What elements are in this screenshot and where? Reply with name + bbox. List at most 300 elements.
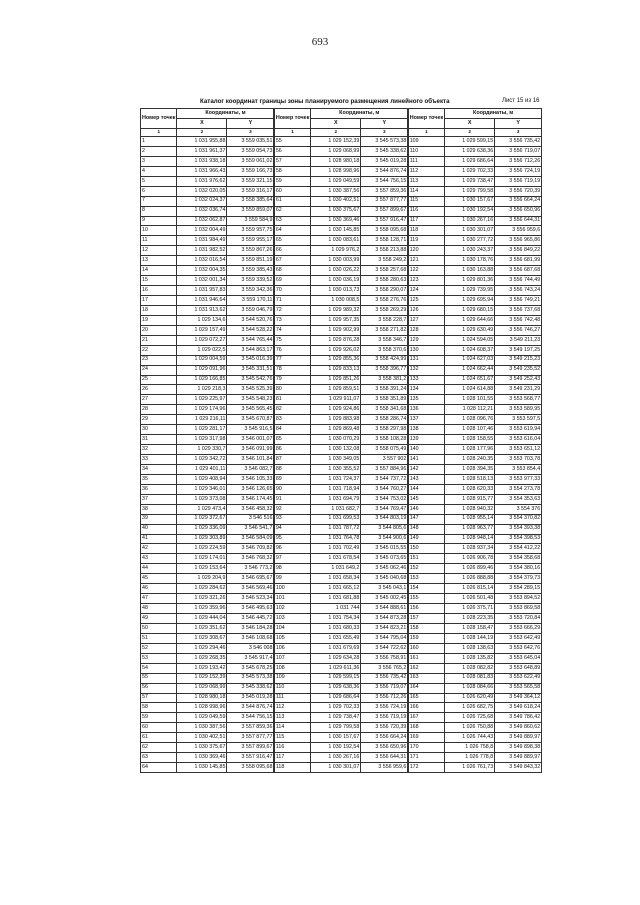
table-row <box>141 375 274 385</box>
table-row <box>141 663 274 673</box>
point-number: 86 <box>274 445 310 455</box>
x-coordinate: 1 028 177,96 <box>445 445 495 455</box>
point-number: 172 <box>408 763 444 773</box>
y-coordinate: 3 545 573,38 <box>361 137 408 147</box>
y-coordinate: 3 558 424,99 <box>361 355 408 365</box>
point-number: 142 <box>408 464 444 474</box>
point-number: 112 <box>408 166 444 176</box>
x-coordinate: 1 030 267,16 <box>311 753 361 763</box>
point-number: 115 <box>274 733 310 743</box>
table-row <box>141 464 274 474</box>
x-coordinate: 1 029 801,36 <box>445 276 495 286</box>
point-number: 54 <box>141 663 177 673</box>
point-number: 81 <box>274 395 310 405</box>
point-number: 137 <box>408 415 444 425</box>
point-number: 3 <box>141 156 177 166</box>
table-row <box>408 335 541 345</box>
y-coordinate: 3 554 370,82 <box>495 514 542 524</box>
column-number: 1 <box>274 129 310 137</box>
y-coordinate: 3 546 768,32 <box>227 554 274 564</box>
table-row <box>141 196 274 206</box>
y-coordinate: 3 549 197,25 <box>495 345 542 355</box>
point-number: 72 <box>274 305 310 315</box>
point-number: 102 <box>274 604 310 614</box>
y-coordinate: 3 546 584,09 <box>227 534 274 544</box>
y-coordinate: 3 544 803,19 <box>361 514 408 524</box>
y-coordinate: 3 549 898,38 <box>495 743 542 753</box>
point-number: 152 <box>408 564 444 574</box>
x-coordinate: 1 024 627,03 <box>445 355 495 365</box>
x-coordinate: 1 032 004,35 <box>177 266 227 276</box>
point-number: 108 <box>274 663 310 673</box>
table-row <box>408 146 541 156</box>
table-row <box>141 633 274 643</box>
x-coordinate: 1 024 662,44 <box>445 365 495 375</box>
y-coordinate: 3 556 965,86 <box>495 236 542 246</box>
table-row <box>141 296 274 306</box>
table-row <box>141 365 274 375</box>
x-header: X <box>445 119 495 129</box>
table-row <box>274 236 407 246</box>
point-number: 140 <box>408 445 444 455</box>
point-number: 71 <box>274 296 310 306</box>
x-coordinate: 1 024 651,67 <box>445 375 495 385</box>
y-coordinate: 3 545 002,45 <box>361 594 408 604</box>
point-number: 63 <box>274 216 310 226</box>
table-row <box>141 534 274 544</box>
table-row <box>408 464 541 474</box>
y-coordinate: 3 545 565,45 <box>227 405 274 415</box>
table-row <box>141 395 274 405</box>
point-number: 76 <box>274 345 310 355</box>
number-header: Номер точек <box>274 109 310 129</box>
point-number: 61 <box>274 196 310 206</box>
table-row <box>274 425 407 435</box>
y-coordinate: 3 544 722,62 <box>361 643 408 653</box>
table-row <box>141 554 274 564</box>
point-number: 21 <box>141 335 177 345</box>
table-row <box>408 266 541 276</box>
y-coordinate: 3 554 273,78 <box>495 484 542 494</box>
point-number: 52 <box>141 643 177 653</box>
point-number: 92 <box>274 504 310 514</box>
table-row <box>408 753 541 763</box>
point-number: 128 <box>408 325 444 335</box>
y-coordinate: 3 559 321,15 <box>227 176 274 186</box>
x-coordinate: 1 030 301,07 <box>311 763 361 773</box>
x-coordinate: 1 029 611,36 <box>311 663 361 673</box>
y-coordinate: 3 556 650,96 <box>361 743 408 753</box>
x-coordinate: 1 029 174,01 <box>177 554 227 564</box>
point-number: 34 <box>141 464 177 474</box>
table-row <box>408 743 541 753</box>
y-coordinate: 3 544 873,28 <box>361 614 408 624</box>
table-row <box>274 137 407 147</box>
point-number: 36 <box>141 484 177 494</box>
x-coordinate: 1 029 351,62 <box>177 623 227 633</box>
point-number: 28 <box>141 405 177 415</box>
point-number: 136 <box>408 405 444 415</box>
y-coordinate: 3 544 900,6 <box>361 534 408 544</box>
x-coordinate: 1 029 303,89 <box>177 534 227 544</box>
column-number: 1 <box>141 129 177 137</box>
table-row <box>408 663 541 673</box>
x-coordinate: 1 030 013,73 <box>311 286 361 296</box>
x-coordinate: 1 029 473,4 <box>177 504 227 514</box>
point-number: 19 <box>141 315 177 325</box>
y-coordinate: 3 557 884,96 <box>361 464 408 474</box>
y-coordinate: 3 553 616,04 <box>495 435 542 445</box>
x-coordinate: 1 031 658,34 <box>311 574 361 584</box>
point-number: 125 <box>408 296 444 306</box>
x-coordinate: 1 029 166,85 <box>177 375 227 385</box>
x-coordinate: 1 031 682,7 <box>311 504 361 514</box>
point-number: 79 <box>274 375 310 385</box>
x-coordinate: 1 031 744 <box>311 604 361 614</box>
x-coordinate: 1 029 346,01 <box>177 484 227 494</box>
point-number: 119 <box>408 236 444 246</box>
point-number: 96 <box>274 544 310 554</box>
x-coordinate: 1 029 157,49 <box>177 325 227 335</box>
point-number: 157 <box>408 614 444 624</box>
table-row <box>274 464 407 474</box>
x-coordinate: 1 026 750,88 <box>445 723 495 733</box>
y-coordinate: 3 546 523,34 <box>227 594 274 604</box>
table-row <box>141 425 274 435</box>
x-coordinate: 1 028 955,14 <box>445 514 495 524</box>
x-header: X <box>311 119 361 129</box>
point-number: 168 <box>408 723 444 733</box>
y-coordinate: 3 549 843,32 <box>495 763 542 773</box>
point-number: 116 <box>274 743 310 753</box>
y-coordinate: 3 553 666,29 <box>495 623 542 633</box>
y-coordinate: 3 544 876,74 <box>361 166 408 176</box>
x-coordinate: 1 029 644,66 <box>445 315 495 325</box>
point-number: 105 <box>274 633 310 643</box>
table-row <box>141 703 274 713</box>
header-row <box>141 109 274 119</box>
point-number: 122 <box>408 266 444 276</box>
point-number: 37 <box>141 494 177 504</box>
y-coordinate: 3 545 073,65 <box>361 554 408 564</box>
x-coordinate: 1 029 599,15 <box>311 673 361 683</box>
table-row <box>141 355 274 365</box>
point-number: 151 <box>408 554 444 564</box>
y-coordinate: 3 556 664,24 <box>495 196 542 206</box>
x-coordinate: 1 031 680,33 <box>311 623 361 633</box>
y-coordinate: 3 545 019,28 <box>361 156 408 166</box>
x-coordinate: 1 029 883,98 <box>311 415 361 425</box>
table-row <box>274 494 407 504</box>
table-row <box>141 216 274 226</box>
point-number: 83 <box>274 415 310 425</box>
table-row <box>408 693 541 703</box>
x-coordinate: 1 029 317,98 <box>177 435 227 445</box>
table-row <box>141 574 274 584</box>
y-coordinate: 3 558 128,71 <box>361 236 408 246</box>
x-coordinate: 1 031 702,49 <box>311 544 361 554</box>
table-row <box>408 484 541 494</box>
y-coordinate: 3 556 719,19 <box>495 176 542 186</box>
x-coordinate: 1 030 267,16 <box>445 216 495 226</box>
y-coordinate: 3 558 297,98 <box>361 425 408 435</box>
x-coordinate: 1 026 744,43 <box>445 733 495 743</box>
y-coordinate: 3 556 724,19 <box>495 166 542 176</box>
point-number: 24 <box>141 365 177 375</box>
x-coordinate: 1 029 799,58 <box>445 186 495 196</box>
x-coordinate: 1 030 070,29 <box>311 435 361 445</box>
x-coordinate: 1 028 144,19 <box>445 633 495 643</box>
x-coordinate: 1 032 036,74 <box>177 206 227 216</box>
x-coordinate: 1 029 957,35 <box>311 315 361 325</box>
table-row <box>274 375 407 385</box>
point-number: 134 <box>408 385 444 395</box>
y-coordinate: 3 545 525,39 <box>227 385 274 395</box>
point-number: 43 <box>141 554 177 564</box>
y-coordinate: 3 559 061,02 <box>227 156 274 166</box>
x-coordinate: 1 029 224,59 <box>177 544 227 554</box>
table-row <box>141 166 274 176</box>
point-number: 51 <box>141 633 177 643</box>
column-number: 1 <box>408 129 444 137</box>
point-number: 26 <box>141 385 177 395</box>
x-coordinate: 1 029 336,09 <box>177 524 227 534</box>
x-coordinate: 1 031 681,88 <box>311 594 361 604</box>
point-number: 132 <box>408 365 444 375</box>
table-row <box>141 683 274 693</box>
x-coordinate: 1 029 686,64 <box>445 156 495 166</box>
y-coordinate: 3 546 008 <box>227 643 274 653</box>
x-coordinate: 1 030 375,67 <box>177 743 227 753</box>
table-row <box>408 296 541 306</box>
x-coordinate: 1 031 982,52 <box>177 246 227 256</box>
point-number: 116 <box>408 206 444 216</box>
y-coordinate: 3 558 346,7 <box>361 335 408 345</box>
y-coordinate: 3 559 955,17 <box>227 236 274 246</box>
point-number: 57 <box>141 693 177 703</box>
x-coordinate: 1 028 158,55 <box>445 435 495 445</box>
y-coordinate: 3 553 854,4 <box>495 464 542 474</box>
x-coordinate: 1 031 699,53 <box>311 514 361 524</box>
table-row <box>408 325 541 335</box>
table-row <box>274 653 407 663</box>
table-row <box>408 166 541 176</box>
y-coordinate: 3 544 863,17 <box>227 345 274 355</box>
x-coordinate: 1 031 984,49 <box>177 236 227 246</box>
point-number: 129 <box>408 335 444 345</box>
point-number: 118 <box>408 226 444 236</box>
coordinates-table-block-2 <box>274 108 408 773</box>
table-row <box>141 385 274 395</box>
table-row <box>274 345 407 355</box>
table-row <box>141 246 274 256</box>
point-number: 123 <box>408 276 444 286</box>
point-number: 44 <box>141 564 177 574</box>
y-coordinate: 3 546 105,33 <box>227 474 274 484</box>
point-number: 61 <box>141 733 177 743</box>
table-row <box>408 554 541 564</box>
table-row <box>274 315 407 325</box>
table-row <box>408 455 541 465</box>
column-number-row <box>141 129 274 137</box>
table-row <box>408 196 541 206</box>
y-coordinate: 3 545 019,28 <box>227 693 274 703</box>
y-coordinate: 3 559 046,79 <box>227 305 274 315</box>
point-number: 55 <box>274 137 310 147</box>
point-number: 110 <box>408 146 444 156</box>
y-coordinate: 3 545 548,23 <box>227 395 274 405</box>
x-coordinate: 1 029 638,36 <box>311 683 361 693</box>
point-number: 143 <box>408 474 444 484</box>
x-coordinate: 1 028 081,83 <box>445 673 495 683</box>
point-number: 78 <box>274 365 310 375</box>
x-coordinate: 1 032 062,87 <box>177 216 227 226</box>
y-coordinate: 3 553 622,49 <box>495 673 542 683</box>
y-coordinate: 3 557 899,67 <box>361 206 408 216</box>
y-coordinate: 3 544 876,74 <box>227 703 274 713</box>
x-coordinate: 1 030 387,56 <box>177 723 227 733</box>
point-number: 133 <box>408 375 444 385</box>
y-coordinate: 3 558 351,89 <box>361 395 408 405</box>
table-row <box>274 763 407 773</box>
x-coordinate: 1 026 620,49 <box>445 693 495 703</box>
table-row <box>274 395 407 405</box>
x-coordinate: 1 029 373,08 <box>177 494 227 504</box>
x-coordinate: 1 030 163,88 <box>445 266 495 276</box>
x-coordinate: 1 029 739,95 <box>445 286 495 296</box>
y-coordinate: 3 545 062,46 <box>361 564 408 574</box>
point-number: 56 <box>274 146 310 156</box>
point-number: 148 <box>408 524 444 534</box>
x-coordinate: 1 026 501,48 <box>445 594 495 604</box>
point-number: 138 <box>408 425 444 435</box>
y-coordinate: 3 558 341,68 <box>361 405 408 415</box>
table-row <box>141 544 274 554</box>
y-coordinate: 3 553 869,58 <box>495 604 542 614</box>
point-number: 150 <box>408 544 444 554</box>
y-coordinate: 3 558 075,49 <box>361 445 408 455</box>
point-number: 11 <box>141 236 177 246</box>
x-coordinate: 1 028 223,35 <box>445 614 495 624</box>
table-row <box>274 713 407 723</box>
table-row <box>408 623 541 633</box>
x-coordinate: 1 029 134,6 <box>177 315 227 325</box>
x-coordinate: 1 028 940,32 <box>445 504 495 514</box>
table-row <box>274 405 407 415</box>
x-coordinate: 1 031 724,37 <box>311 474 361 484</box>
table-row <box>408 733 541 743</box>
y-coordinate: 3 549 231,29 <box>495 385 542 395</box>
y-coordinate: 3 557 877,77 <box>227 733 274 743</box>
table-row <box>141 305 274 315</box>
table-row <box>408 633 541 643</box>
point-number: 9 <box>141 216 177 226</box>
table-row <box>141 266 274 276</box>
table-row <box>408 345 541 355</box>
x-coordinate: 1 029 924,86 <box>311 405 361 415</box>
x-coordinate: 1 029 926,02 <box>311 345 361 355</box>
x-coordinate: 1 028 394,35 <box>445 464 495 474</box>
x-coordinate: 1 029 193,42 <box>177 663 227 673</box>
x-coordinate: 1 031 961,37 <box>177 146 227 156</box>
y-coordinate: 3 558 108,28 <box>361 435 408 445</box>
table-row <box>141 763 274 773</box>
table-row <box>408 315 541 325</box>
y-coordinate: 3 546 001,07 <box>227 435 274 445</box>
table-row <box>274 623 407 633</box>
table-row <box>141 584 274 594</box>
x-coordinate: 1 029 989,32 <box>311 305 361 315</box>
y-coordinate: 3 558 228,7 <box>361 315 408 325</box>
point-number: 27 <box>141 395 177 405</box>
y-coordinate: 3 545 043,1 <box>361 584 408 594</box>
x-coordinate: 1 028 158,47 <box>445 623 495 633</box>
point-number: 104 <box>274 623 310 633</box>
point-number: 95 <box>274 534 310 544</box>
table-row <box>141 325 274 335</box>
table-row <box>408 723 541 733</box>
y-coordinate: 3 556 644,31 <box>361 753 408 763</box>
table-row <box>408 544 541 554</box>
table-row <box>274 733 407 743</box>
x-coordinate: 1 028 937,34 <box>445 544 495 554</box>
point-number: 139 <box>408 435 444 445</box>
y-coordinate: 3 559 859,07 <box>227 206 274 216</box>
y-coordinate: 3 557 877,77 <box>361 196 408 206</box>
point-number: 75 <box>274 335 310 345</box>
table-row <box>408 564 541 574</box>
y-coordinate: 3 558 396,77 <box>361 365 408 375</box>
x-coordinate: 1 030 145,85 <box>311 226 361 236</box>
x-coordinate: 1 032 001,34 <box>177 276 227 286</box>
coordinates-table-block-3 <box>408 108 542 773</box>
x-coordinate: 1 030 178,76 <box>445 256 495 266</box>
table-row <box>274 633 407 643</box>
table-row <box>274 296 407 306</box>
y-coordinate: 3 559 316,17 <box>227 186 274 196</box>
table-row <box>141 206 274 216</box>
table-row <box>141 286 274 296</box>
x-coordinate: 1 031 966,43 <box>177 166 227 176</box>
y-coordinate: 3 549 860,62 <box>495 723 542 733</box>
table-row <box>274 484 407 494</box>
x-coordinate: 1 029 634,28 <box>311 653 361 663</box>
table-row <box>274 544 407 554</box>
x-coordinate: 1 028 084,66 <box>445 683 495 693</box>
point-number: 46 <box>141 584 177 594</box>
y-coordinate: 3 549 786,42 <box>495 713 542 723</box>
x-coordinate: 1 028 963,77 <box>445 524 495 534</box>
point-number: 48 <box>141 604 177 614</box>
table-row <box>274 305 407 315</box>
x-coordinate: 1 032 024,37 <box>177 196 227 206</box>
y-coordinate: 3 556 664,24 <box>361 733 408 743</box>
point-number: 169 <box>408 733 444 743</box>
point-number: 23 <box>141 355 177 365</box>
point-number: 109 <box>274 673 310 683</box>
table-row <box>408 206 541 216</box>
table-row <box>274 365 407 375</box>
y-coordinate: 3 553 642,49 <box>495 633 542 643</box>
x-coordinate: 1 030 355,52 <box>311 464 361 474</box>
y-coordinate: 3 558 213,88 <box>361 246 408 256</box>
y-coordinate: 3 554 376 <box>495 504 542 514</box>
x-coordinate: 1 029 976,2 <box>311 246 361 256</box>
y-coordinate: 3 544 795,04 <box>361 633 408 643</box>
x-coordinate: 1 028 948,14 <box>445 534 495 544</box>
point-number: 38 <box>141 504 177 514</box>
table-row <box>141 335 274 345</box>
